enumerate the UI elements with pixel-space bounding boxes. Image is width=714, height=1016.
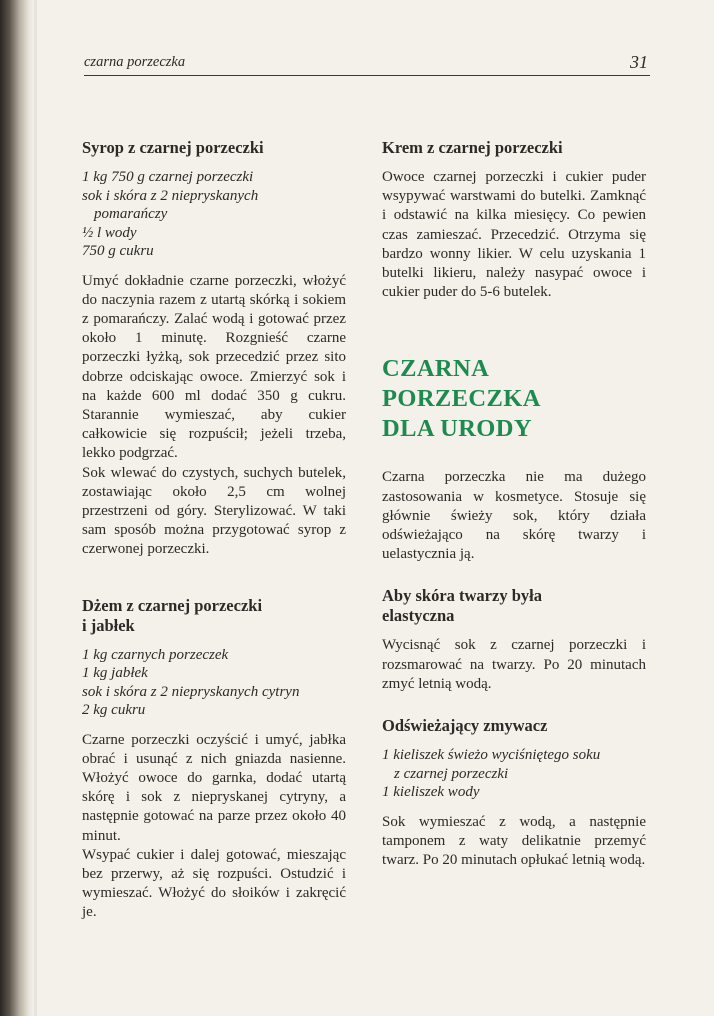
ingredient-list: [82, 168, 346, 261]
ingredient-item: z czarnej porzeczki: [394, 765, 509, 782]
recipe-title-line: elastyczna: [382, 606, 455, 626]
running-header: [84, 54, 652, 76]
recipe-krem: [382, 138, 646, 302]
recipe-zmywacz: [382, 716, 646, 870]
ingredient-item: 1 kg czarnych porzeczek: [82, 646, 229, 663]
page-number: 31: [630, 52, 648, 72]
section-intro: Czarna porzeczka nie ma dużego zastosowania w kosmetyce. Stosuje się głównie świeży sok, który działa odświeżająco na skórę twarzy i uelastycznia ją.: [382, 469, 646, 563]
section-heading-line: CZARNA PORZECZKA: [382, 355, 541, 413]
recipe-title: [82, 596, 346, 636]
ingredient-item: sok i skóra z 2 niepryskanych cytryn: [82, 683, 300, 700]
instruction-paragraph: Sok wlewać do czystych, suchych butelek, zostawiając około 2,5 cm wolnej przestrzeni od góry. Sterylizować. W taki sam sposób można przygotować syrop z czerwonej porzeczki.: [82, 464, 346, 558]
section-heading-line: DLA URODY: [382, 415, 532, 443]
spacer: [382, 302, 646, 354]
recipe-title: Krem z czarnej porzeczki: [382, 138, 563, 157]
ingredient-item: 1 kg 750 g czarnej porzeczki: [82, 169, 254, 185]
recipe-dzem: [82, 596, 346, 923]
recipe-instructions: Sok wymieszać z wodą, a następnie tamponem z waty delikatnie przemyć twarz. Po 20 minutach opłukać letnią wodą.: [382, 813, 646, 868]
recipe-instructions: Wycisnąć sok z czarnej porzeczki i rozsmarować na twarzy. Po 20 minutach zmyć letnią wodą.: [382, 637, 646, 692]
page-edge: [34, 0, 37, 1016]
right-column: [382, 138, 646, 870]
ingredient-list: [82, 646, 346, 720]
ingredient-item: pomarańczy: [94, 206, 168, 222]
recipe-title: Syrop z czarnej porzeczki: [82, 138, 264, 157]
ingredient-item: 1 kg jabłek: [82, 665, 148, 682]
instruction-paragraph: Wsypać cukier i dalej gotować, mieszając bez przerwy, aż się rozpuści. Ostudzić i wymieszać. Włożyć do słoików i zakręcić je.: [82, 846, 346, 921]
spacer: [382, 564, 646, 586]
ingredient-list: [382, 746, 646, 802]
header-rule: [84, 75, 650, 76]
ingredient-item: 1 kieliszek wody: [382, 784, 480, 801]
ingredient-item: 1 kieliszek świeżo wyciśniętego soku: [382, 747, 601, 764]
ingredient-item: 750 g cukru: [82, 243, 154, 259]
left-column: [82, 138, 346, 923]
recipe-title-line: Dżem z czarnej porzeczki: [82, 595, 263, 615]
book-spine-shadow: [0, 0, 34, 1016]
recipe-instructions: Owoce czarnej porzeczki i cukier puder wsypywać warstwami do butelki. Zamknąć i odstawić na kilka miesięcy. Co pewien czas zamieszać. Przecedzić. Otrzyma się bardzo wonny likier. W celu uzyskania 1 butelki likieru, należy nasypać owoce i cukier puder do 5-6 butelek.: [382, 169, 646, 301]
recipe-syrop: [82, 138, 346, 560]
recipe-instructions: [82, 272, 346, 560]
recipe-title: [382, 586, 646, 626]
section-heading: [382, 354, 646, 444]
ingredient-item: 2 kg cukru: [82, 702, 146, 719]
spacer: [82, 560, 346, 596]
instruction-paragraph: Czarne porzeczki oczyścić i umyć, jabłka obrać i usunąć z nich gniazda nasienne. Włożyć owoce do garnka, dodać utartą skórę i sok z niepryskanej cytryny, a następnie gotować na parze przez około 40 minut.: [82, 731, 346, 844]
running-title: czarna porzeczka: [84, 54, 186, 70]
recipe-skora: [382, 586, 646, 694]
recipe-title: Odświeżający zmywacz: [382, 716, 548, 736]
recipe-instructions: [82, 731, 346, 923]
ingredient-item: ½ l wody: [82, 224, 137, 241]
recipe-title-line: i jabłek: [82, 615, 135, 635]
ingredient-item: sok i skóra z 2 niepryskanych: [82, 187, 259, 204]
spacer: [382, 694, 646, 716]
instruction-paragraph: Umyć dokładnie czarne porzeczki, włożyć do naczynia razem z utartą skórką i sokiem z pomarańczy. Zalać wodą i gotować przez około 1 minutę. Rozgnieść czarne porzeczki łyżką, sok przecedzić przez sito dobrze odciskając owoce. Zmierzyć sok i na każde 600 ml dodać 350 g cukru. Starannie wymieszać, aby cukier całkowicie się rozpuścił; jeżeli trzeba, lekko podgrzać.: [82, 272, 346, 462]
recipe-title-line: Aby skóra twarzy była: [382, 586, 542, 606]
